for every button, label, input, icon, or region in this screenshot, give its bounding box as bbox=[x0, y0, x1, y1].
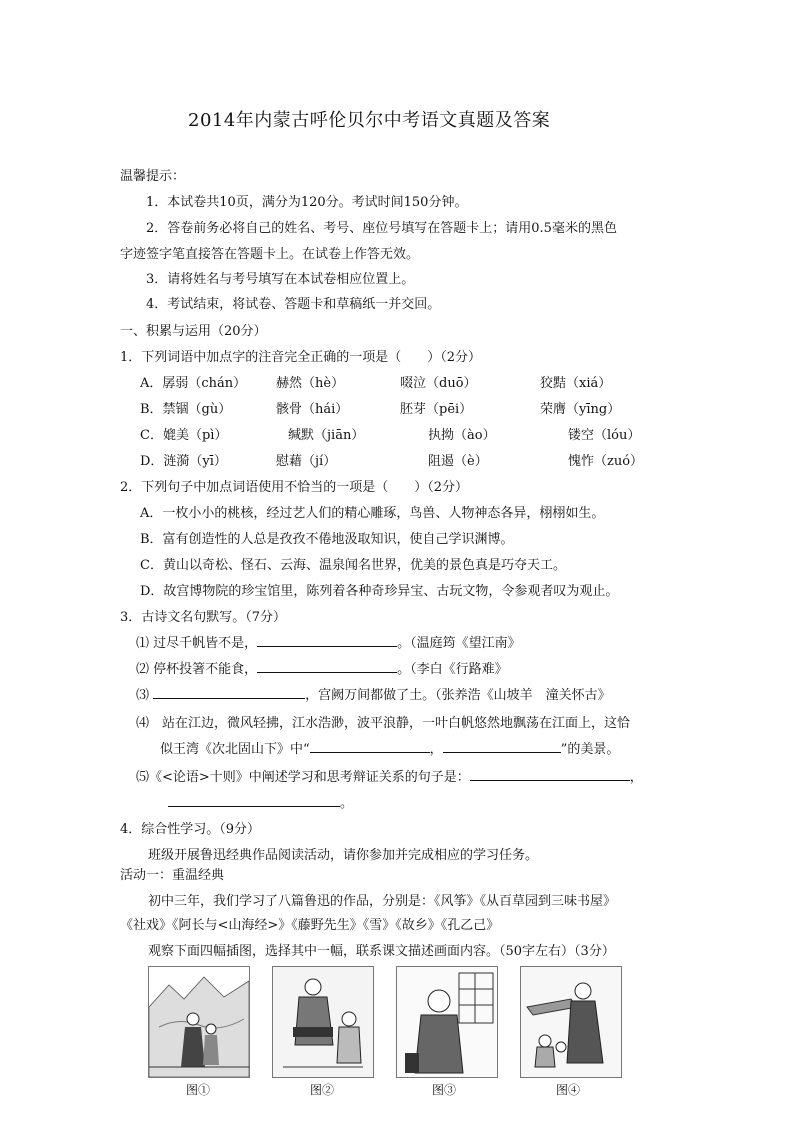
q4-activity: 活动一：重温经典 bbox=[120, 868, 225, 883]
tip-item: 字迹签字笔直接答在答题卡上。在试卷上作答无效。 bbox=[120, 247, 420, 262]
q3-line bbox=[168, 792, 353, 811]
q2-stem: 2．下列句子中加点词语使用不恰当的一项是（ ）（2分） bbox=[120, 480, 469, 495]
q4-intro: 班级开展鲁迅经典作品阅读活动，请你参加并完成相应的学习任务。 bbox=[148, 848, 539, 863]
q1-option: 镂空（lóu） bbox=[568, 428, 641, 443]
tip-item: 1．本试卷共10页，满分为120分。考试时间150分钟。 bbox=[146, 195, 468, 210]
section-heading: 一、积累与运用（20分） bbox=[120, 324, 267, 339]
q3-stem: 3．古诗文名句默写。（7分） bbox=[120, 610, 287, 625]
answer-blank[interactable] bbox=[443, 740, 561, 753]
q2-option: C．黄山以奇松、怪石、云海、温泉闻名世界，优美的景色真是巧夺天工。 bbox=[140, 558, 566, 573]
q2-option: A．一枚小小的桃核，经过艺人们的精心雕琢，鸟兽、人物神态各异，栩栩如生。 bbox=[140, 506, 605, 521]
illustration-1 bbox=[148, 966, 250, 1078]
q1-option: 愧怍（zuó） bbox=[568, 454, 644, 469]
answer-blank[interactable] bbox=[257, 634, 397, 647]
tip-item: 3．请将姓名与考号填写在本试卷相应位置上。 bbox=[146, 272, 415, 287]
q4-works: 初中三年，我们学习了八篇鲁迅的作品，分别是：《风筝》《从百草园到三味书屋》 bbox=[148, 894, 617, 909]
q1-option: 啜泣（duō） bbox=[400, 376, 477, 391]
q3-text: ”的美景。 bbox=[560, 742, 620, 757]
q1-stem: 1．下列词语中加点字的注音完全正确的一项是（ ）（2分） bbox=[120, 350, 482, 365]
q2-option: D．故宫博物院的珍宝馆里，陈列着各种奇珍异宝、古玩文物，令参观者叹为观止。 bbox=[140, 584, 619, 599]
q3-text: 。 bbox=[340, 796, 354, 811]
q1-option: 赫然（hè） bbox=[276, 376, 345, 391]
tip-item: 2．答卷前务必将自己的姓名、考号、座位号填写在答题卡上；请用0.5毫米的黑色 bbox=[146, 221, 617, 236]
q1-option: C．媲美（pì） bbox=[140, 428, 228, 443]
q3-line bbox=[136, 766, 643, 785]
illustration-3 bbox=[396, 966, 498, 1078]
q3-line bbox=[136, 684, 611, 703]
q3-text: ⑶ bbox=[136, 688, 150, 703]
q1-option: 缄默（jiān） bbox=[288, 428, 365, 443]
answer-blank[interactable] bbox=[310, 740, 430, 753]
q1-option: D．涟漪（yī） bbox=[140, 454, 227, 469]
q4-stem: 4．综合性学习。（9分） bbox=[120, 822, 261, 837]
q1-option: 骸骨（hái） bbox=[276, 402, 349, 417]
answer-blank[interactable] bbox=[168, 794, 340, 807]
q4-works: 《社戏》《阿长与<山海经>》《藤野先生》《雪》《故乡》《孔乙己》 bbox=[120, 918, 500, 933]
q3-text: ，宫阙万间都做了土。（张养浩《山坡羊 潼关怀古》 bbox=[305, 688, 611, 703]
q1-option: 慰藉（jí） bbox=[276, 454, 337, 469]
q3-line bbox=[136, 658, 508, 677]
q3-text: ， bbox=[429, 742, 443, 757]
q4-task: 观察下面四幅插图，选择其中一幅，联系课文描述画面内容。（50字左右）（3分） bbox=[148, 944, 615, 959]
q1-option: 荣膺（yīng） bbox=[540, 402, 621, 417]
q3-text: 似王湾《次北固山下》中“ bbox=[160, 742, 310, 757]
q1-option: 执拗（ào） bbox=[428, 428, 496, 443]
q3-line: ⑷ 站在江边，微风轻拂，江水浩渺，波平浪静，一叶白帆悠然地飘荡在江面上，这恰 bbox=[136, 716, 631, 731]
figure-caption: 图④ bbox=[556, 1083, 581, 1097]
q3-text: 。（温庭筠《望江南》 bbox=[397, 636, 521, 651]
tip-item: 4．考试结束，将试卷、答题卡和草稿纸一并交回。 bbox=[146, 297, 441, 312]
figure-caption: 图② bbox=[310, 1083, 335, 1097]
figure-caption: 图① bbox=[186, 1083, 211, 1097]
answer-blank[interactable] bbox=[257, 660, 397, 673]
q3-text: ⑵ 停杯投箸不能食， bbox=[136, 662, 258, 677]
q2-option: B．富有创造性的人总是孜孜不倦地汲取知识，使自己学识渊博。 bbox=[140, 532, 514, 547]
figure-caption: 图③ bbox=[432, 1083, 457, 1097]
illustration-4 bbox=[520, 966, 622, 1078]
answer-blank[interactable] bbox=[153, 686, 305, 699]
q3-text: 。（李白《行路难》 bbox=[397, 662, 508, 677]
q3-line bbox=[136, 632, 521, 651]
q3-text: ⑴ 过尽千帆皆不是， bbox=[136, 636, 258, 651]
illustration-2 bbox=[272, 966, 374, 1078]
page-title: 2014年内蒙古呼伦贝尔中考语文真题及答案 bbox=[188, 110, 551, 131]
q1-option: B．禁锢（gù） bbox=[140, 402, 232, 417]
q3-line bbox=[160, 738, 619, 757]
tips-heading: 温馨提示： bbox=[120, 169, 186, 184]
answer-blank[interactable] bbox=[470, 768, 630, 781]
q3-text: ， bbox=[629, 770, 643, 785]
q1-option: 狡黠（xiá） bbox=[540, 376, 612, 391]
q3-text: ⑸《<论语>十则》中阐述学习和思考辩证关系的句子是： bbox=[136, 770, 470, 785]
q1-option: 阻遏（è） bbox=[428, 454, 488, 469]
q1-option: 胚芽（pēi） bbox=[400, 402, 473, 417]
q1-option: A．孱弱（chán） bbox=[140, 376, 247, 391]
